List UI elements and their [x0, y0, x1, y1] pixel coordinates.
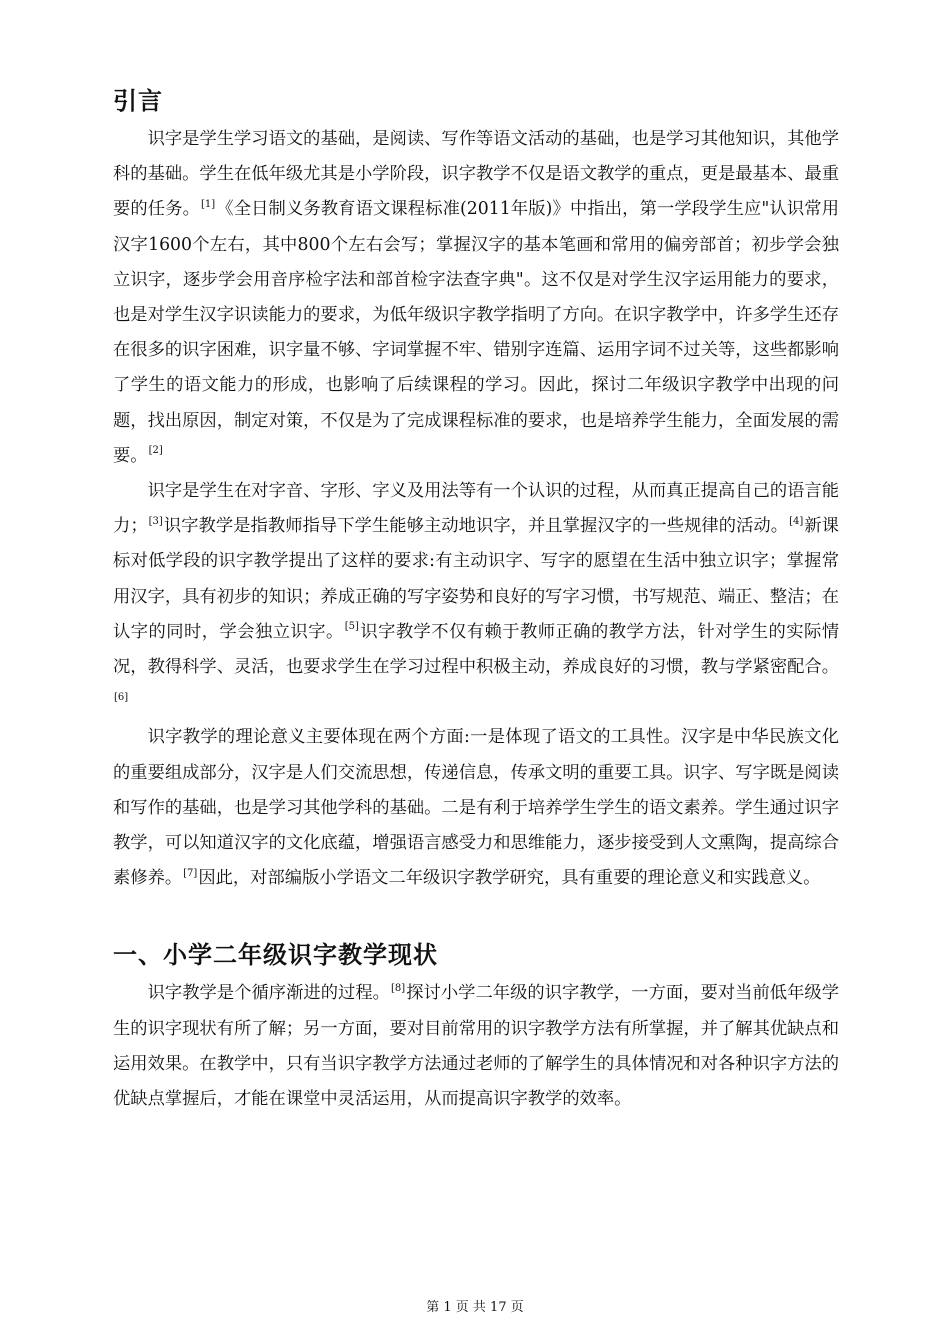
citation-marker: [1]: [201, 198, 216, 210]
section-heading-status: 一、小学二年级识字教学现状: [113, 941, 438, 970]
body-paragraph: [113, 122, 839, 474]
citation-marker: [4]: [789, 515, 804, 527]
paragraph-text: 识字是学生学习语文的基础，是阅读、写作等语文活动的基础，也是学习其他知识，其他学科的基础。学生在低年级尤其是小学阶段，识字教学不仅是语文教学的重点，更是最基本、最重要的任务。: [113, 129, 839, 220]
paragraph-text: 识字教学是个循序渐进的过程。: [147, 983, 390, 1004]
body-paragraph: [113, 976, 839, 1117]
paragraph-text: 识字教学的理论意义主要体现在两个方面:一是体现了语文的工具性。汉字是中华民族文化的重要组成部分，汉字是人们交流思想，传递信息，传承文明的重要工具。识字、写字既是阅读和写作的基础，也是学习其他学科的基础。二是有利于培养学生学生的语文素养。学生通过识字教学，可以知道汉字的文化底蕴，增强语言感受力和思维能力，逐步接受到人文熏陶，提高综合素修养。: [113, 727, 839, 889]
paragraph-text: 新课标对低学段的识字教学提出了这样的要求:有主动识字、写字的愿望在生活中独立识字；掌握常用汉字，具有初步的知识；养成正确的写字姿势和良好的写字习惯，书写规范、端正、整洁；在认字的同时，学会独立识字。: [113, 516, 839, 642]
paragraph-text: 识字是学生在对字音、字形、字义及用法等有一个认识的过程，从而真正提高自己的语言能力；: [113, 481, 839, 537]
citation-marker: [7]: [183, 867, 198, 879]
intro-paragraphs: [113, 122, 839, 896]
body-paragraph: [113, 720, 839, 896]
page-footer: 第 1 页 共 17 页: [426, 1300, 524, 1315]
paragraph-text: 识字教学不仅有赖于教师正确的教学方法，针对学生的实际情况，教得科学、灵活，也要求学生在学习过程中积极主动，养成良好的习惯，教与学紧密配合。: [113, 621, 839, 678]
paragraph-text: 《全日制义务教育语文课程标准(2011年版)》中指出，第一学段学生应"认识常用汉字1600个左右，其中800个左右会写；掌握汉字的基本笔画和常用的偏旁部首；初步学会独立识字，逐步学会用音序检字法和部首检字法查字典"。这不仅是对学生汉字运用能力的要求，也是对学生汉字识读能力的要求，为低年级识字教学指明了方向。在识字教学中，许多学生还存在很多的识字困难，识字量不够、字词掌握不牢、错别字连篇、运用字词不过关等，这些都影响了学生的语文能力的形成，也影响了后续课程的学习。因此，探讨二年级识字教学中出现的问题，找出原因，制定对策，不仅是为了完成课程标准的要求，也是培养学生能力，全面发展的需要。: [113, 199, 839, 466]
paragraph-text: 识字教学是指教师指导下学生能够主动地识字，并且掌握汉字的一些规律的活动。: [163, 516, 789, 537]
document-body: [113, 84, 839, 1117]
body-paragraph: [113, 474, 839, 720]
section-heading-intro: 引言: [113, 87, 163, 115]
citation-marker: [3]: [148, 515, 163, 527]
citation-marker: [2]: [148, 445, 163, 457]
citation-marker: [5]: [344, 621, 359, 633]
paragraph-text: 因此，对部编版小学语文二年级识字教学研究，具有重要的理论意义和实践意义。: [198, 868, 821, 889]
citation-marker: [6]: [114, 691, 129, 703]
status-paragraphs: [113, 976, 839, 1117]
citation-marker: [8]: [390, 982, 406, 994]
paragraph-text: 探讨小学二年级的识字教学，一方面，要对当前低年级学生的识字现状有所了解；另一方面，要对目前常用的识字教学方法有所掌握，并了解其优缺点和运用效果。在教学中，只有当识字教学方法通过老师的了解学生的具体情况和对各种识字方法的优缺点掌握后，才能在课堂中灵活运用，从而提高识字教学的效率。: [113, 983, 839, 1110]
